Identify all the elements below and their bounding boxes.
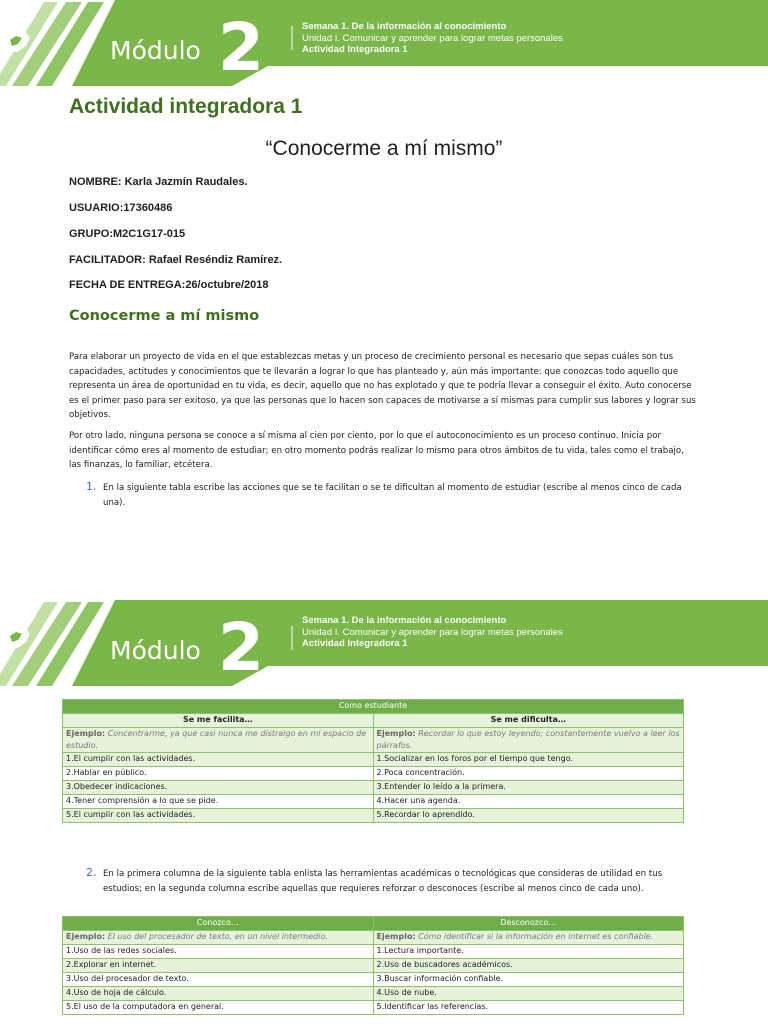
example-row <box>63 728 684 753</box>
unit-title: Unidad I. Comunicar y aprender para lograr metas personales <box>302 626 563 638</box>
module-banner <box>0 0 768 86</box>
activity-subtitle: “Conocerme a mí mismo” <box>265 137 503 160</box>
field-nombre: NOMBRE: Karla Jazmín Raudales. <box>69 176 248 188</box>
student-table <box>62 699 684 823</box>
table-cell: 1.Socializar en los foros por el tiempo que tengo. <box>373 753 684 767</box>
example-label: Ejemplo: <box>66 729 106 738</box>
example-text: Recordar lo que estoy leyendo; constantemente vuelvo a leer los párrafos. <box>376 729 680 750</box>
prepa-en-linea-logo-icon <box>0 620 42 654</box>
table-row <box>63 809 684 823</box>
example-label: Ejemplo: <box>66 932 106 941</box>
table-cell: 3.Buscar información confiable. <box>373 973 684 987</box>
table-cell: 4.Uso de hoja de cálculo. <box>63 987 374 1001</box>
table-cell: 3.Obedecer indicaciones. <box>63 781 374 795</box>
table-header-row <box>63 714 684 728</box>
field-fecha-entrega: FECHA DE ENTREGA:26/octubre/2018 <box>69 279 269 291</box>
table-title: Como estudiante <box>63 700 684 714</box>
table-cell: 2.Poca concentración. <box>373 767 684 781</box>
field-usuario: USUARIO:17360486 <box>69 202 173 214</box>
table-cell: 3.Uso del procesador de texto. <box>63 973 374 987</box>
module-banner-page2 <box>0 600 768 686</box>
instruction-text: En la primera columna de la siguiente tabla enlista las herramientas académicas o tecnológicas que consideras de utilidad en tus estudios; en la segunda columna escribe aquellas que requieres reforzar o desconoces (escribe al menos cinco de cada uno). <box>103 869 663 894</box>
example-cell <box>63 728 374 753</box>
example-text: Cómo identificar si la información en internet es confiable. <box>418 932 654 941</box>
instruction-number: 2. <box>86 866 97 879</box>
table-row <box>63 959 684 973</box>
table-cell: 5.El uso de la computadora en general. <box>63 1001 374 1015</box>
table-cell: 4.Hacer una agenda. <box>373 795 684 809</box>
module-number: 2 <box>218 609 264 686</box>
col-header-desconozco: Desconozco… <box>373 917 684 931</box>
table-header-row <box>63 917 684 931</box>
section-heading: Conocerme a mí mismo <box>69 308 260 324</box>
example-text: Concentrarme, ya que casi nunca me distraigo en mi espacio de estudio. <box>66 729 367 750</box>
table-row <box>63 767 684 781</box>
week-title: Semana 1. De la información al conocimiento <box>302 615 507 626</box>
table-row <box>63 753 684 767</box>
week-info <box>302 615 563 650</box>
table-row <box>63 945 684 959</box>
module-number: 2 <box>218 9 264 86</box>
table-cell: 5.El cumplir con las actividades. <box>63 809 374 823</box>
field-grupo: GRUPO:M2C1G17-015 <box>69 228 186 240</box>
table-cell: 4.Tener comprensión a lo que se pide. <box>63 795 374 809</box>
week-title: Semana 1. De la información al conocimiento <box>302 21 507 32</box>
table-cell: 2.Explorar en internet. <box>63 959 374 973</box>
example-cell <box>373 931 684 945</box>
example-label: Ejemplo: <box>376 729 416 738</box>
module-label: Módulo <box>110 36 201 65</box>
module-label: Módulo <box>110 636 201 665</box>
field-facilitador: FACILITADOR: Rafael Reséndiz Ramírez. <box>69 254 283 266</box>
example-cell <box>373 728 684 753</box>
activity-heading: Actividad integradora 1 <box>69 95 303 118</box>
prepa-en-linea-logo-icon <box>0 24 42 58</box>
table-cell: 1.Uso de las redes sociales. <box>63 945 374 959</box>
table-cell: 1.El cumplir con las actividades. <box>63 753 374 767</box>
table-cell: 2.Uso de buscadores académicos. <box>373 959 684 973</box>
table-cell: 3.Entender lo leído a la primera. <box>373 781 684 795</box>
table-row <box>63 795 684 809</box>
table-row <box>63 781 684 795</box>
table-cell: 4.Uso de nube. <box>373 987 684 1001</box>
table-cell: 5.Recordar lo aprendido. <box>373 809 684 823</box>
instruction-text: En la siguiente tabla escribe las acciones que se te facilitan o se te dificultan al momento de estudiar (escribe al menos cinco de cada una). <box>103 483 682 508</box>
table-row <box>63 987 684 1001</box>
instruction-number: 1. <box>86 480 97 493</box>
table-cell: 2.Hablar en público. <box>63 767 374 781</box>
unit-title: Unidad I. Comunicar y aprender para lograr metas personales <box>302 32 563 44</box>
example-label: Ejemplo: <box>376 932 416 941</box>
col-header-conozco: Conozco… <box>63 917 374 931</box>
table-row <box>63 973 684 987</box>
table-title-row <box>63 700 684 714</box>
activity-title: Actividad Integradora 1 <box>302 638 408 649</box>
table-cell: 5.Identificar las referencias. <box>373 1001 684 1015</box>
tools-table <box>62 916 684 1015</box>
table-row <box>63 1001 684 1015</box>
col-header-dificulta: Se me dificulta… <box>373 714 684 728</box>
intro-paragraph: Para elaborar un proyecto de vida en el que establezcas metas y un proceso de crecimiento personal es necesario que sepas cuáles son tus capacidades, actitudes y conocimientos que te llevarán a lograr lo que has planteado y, aún más importante: que conozcas todo aquello que representa un área de oportunidad en tu vida, es decir, aquello que no has explotado y que te podría llevar a conseguir el éxito. Auto conocerse es el primer paso para ser exitoso, ya que las personas que lo hacen son capaces de motivarse a sí mismas para cumplir sus labores y lograr sus objetivos. <box>69 352 696 420</box>
example-row <box>63 931 684 945</box>
instruction-1 <box>86 481 686 510</box>
activity-title: Actividad Integradora 1 <box>302 44 408 55</box>
example-text: El uso del procesador de texto, en un nivel intermedio. <box>107 932 328 941</box>
col-header-facilita: Se me facilita… <box>63 714 374 728</box>
second-paragraph: Por otro lado, ninguna persona se conoce a sí misma al cien por ciento, por lo que el autoconocimiento es un proceso continuo. Inicia por identificar cómo eres al momento de estudiar; en otro momento podrás realizar lo mismo para otros ámbitos de tu vida, tales como el trabajo, las finanzas, lo familiar, etcétera. <box>69 431 684 470</box>
week-info <box>302 21 563 56</box>
table-cell: 1.Lectura importante. <box>373 945 684 959</box>
instruction-2 <box>86 867 686 896</box>
example-cell <box>63 931 374 945</box>
